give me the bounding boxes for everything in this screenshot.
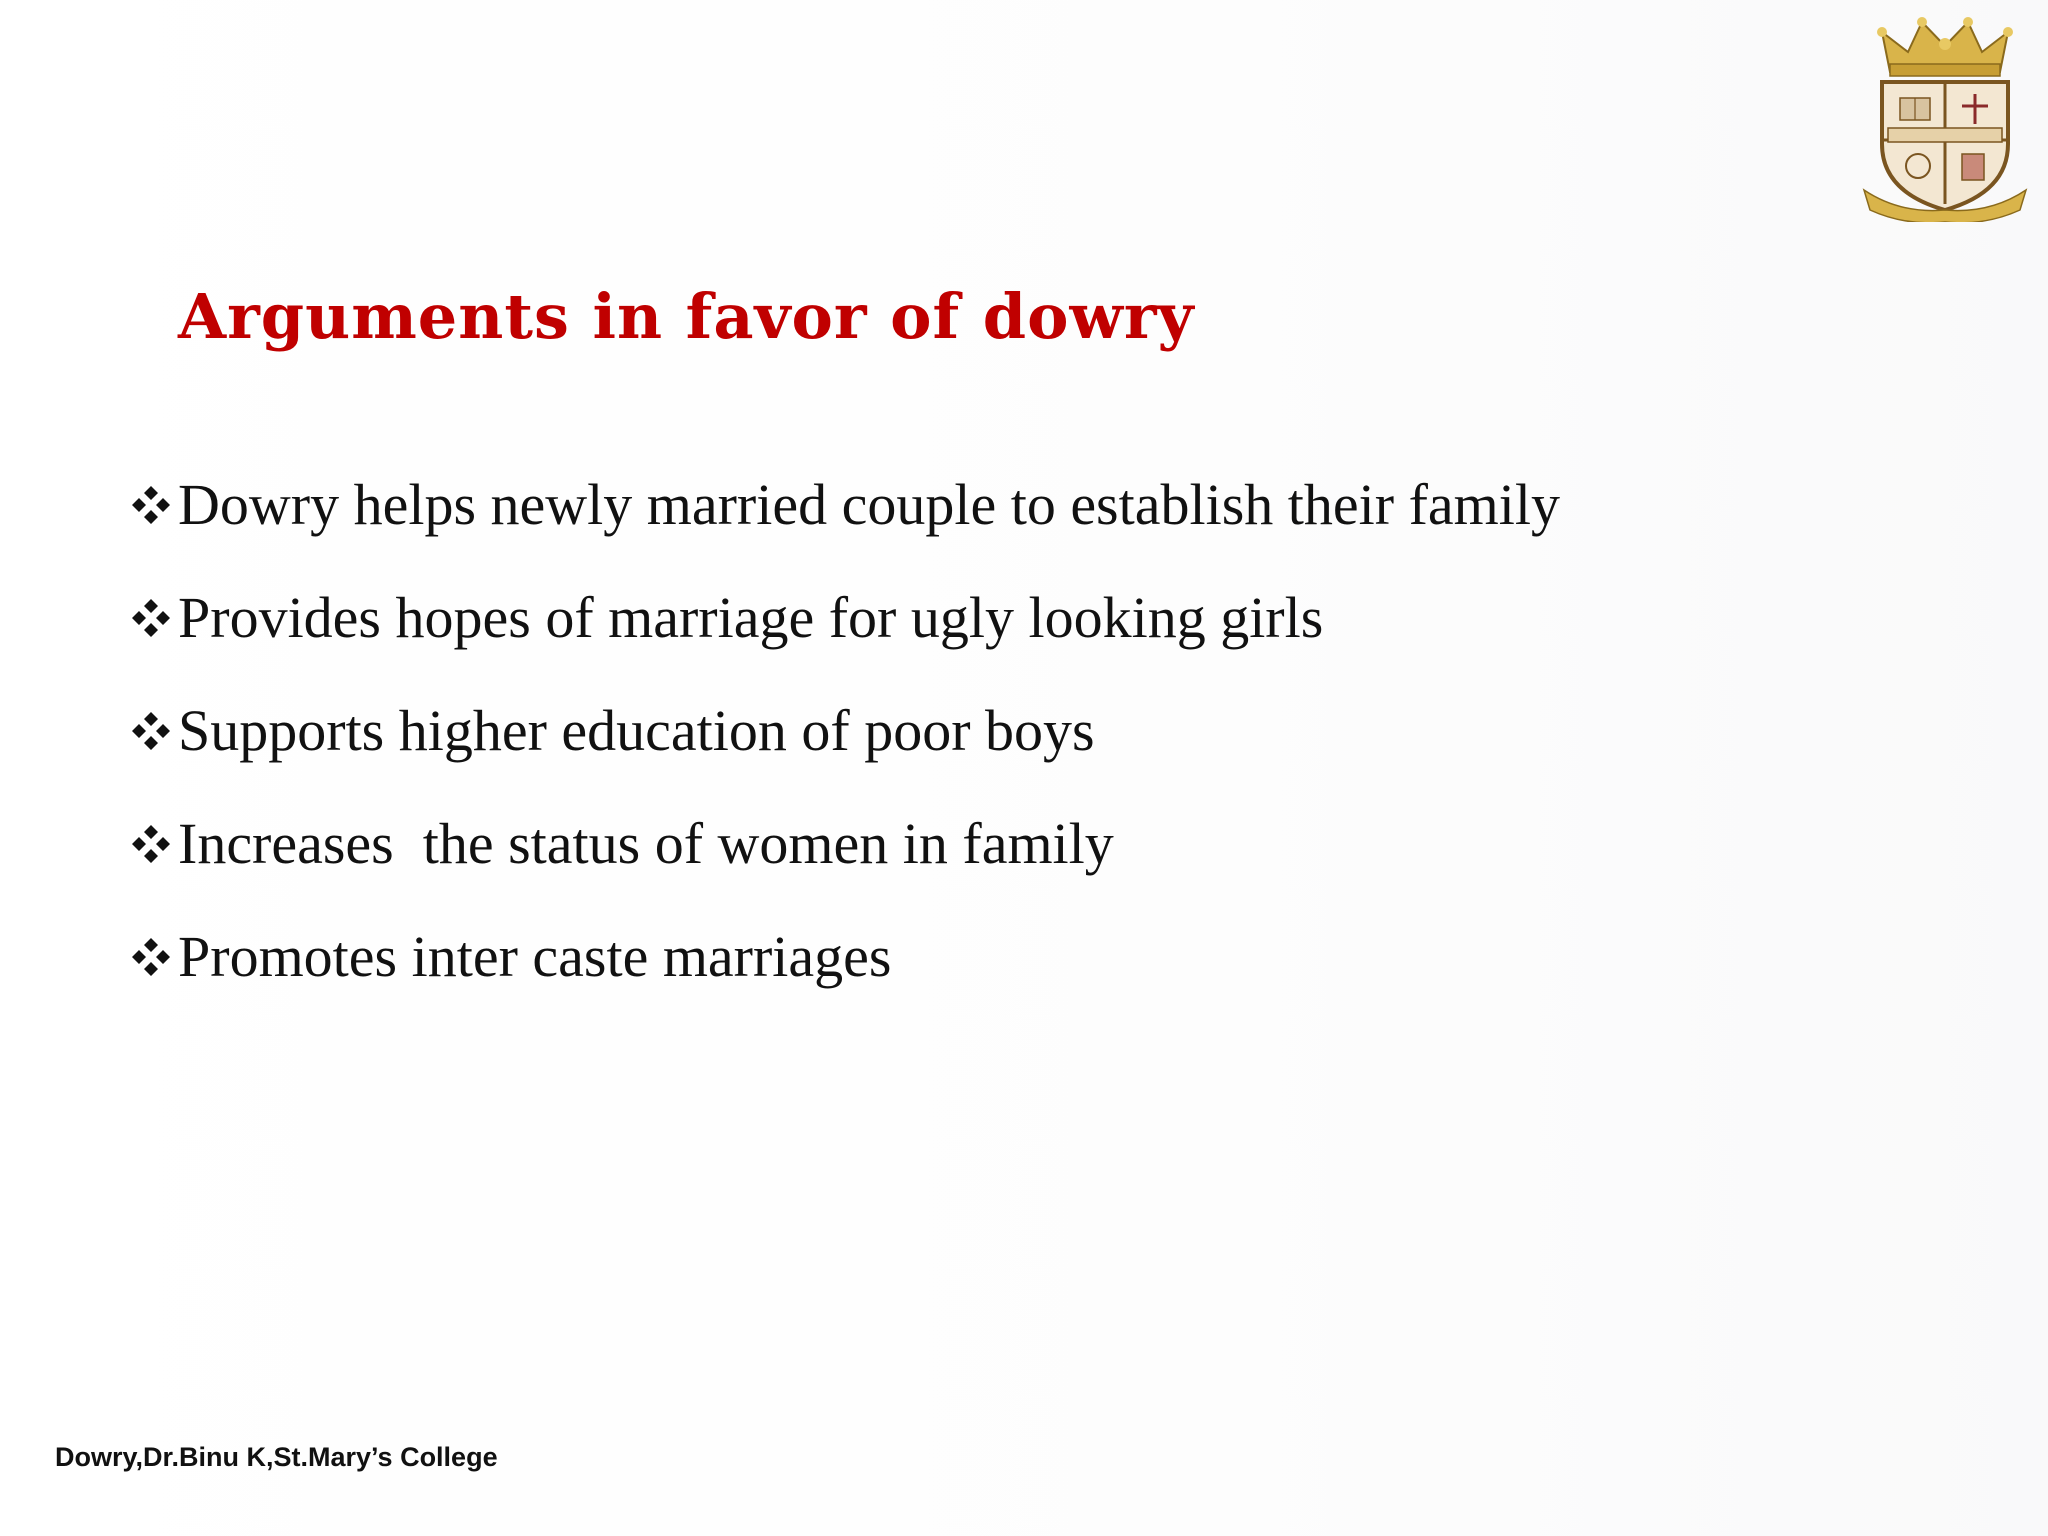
slide-title: Arguments in favor of dowry bbox=[178, 280, 1195, 353]
four-diamond-bullet-icon bbox=[126, 932, 176, 982]
four-diamond-bullet-icon bbox=[126, 819, 176, 869]
list-item bbox=[126, 787, 1560, 900]
list-item bbox=[126, 448, 1560, 561]
bullet-text: Supports higher education of poor boys bbox=[178, 698, 1095, 763]
list-item bbox=[126, 561, 1560, 674]
bullet-text: Promotes inter caste marriages bbox=[178, 924, 892, 989]
bullet-text: Provides hopes of marriage for ugly looking girls bbox=[178, 585, 1324, 650]
four-diamond-bullet-icon bbox=[126, 593, 176, 643]
bullet-text: Increases the status of women in family bbox=[178, 811, 1114, 876]
college-crest-logo bbox=[1860, 14, 2030, 222]
four-diamond-bullet-icon bbox=[126, 480, 176, 530]
bullet-text: Dowry helps newly married couple to establish their family bbox=[178, 472, 1560, 537]
list-item bbox=[126, 674, 1560, 787]
bullet-list bbox=[126, 448, 1560, 1013]
four-diamond-bullet-icon bbox=[126, 706, 176, 756]
list-item bbox=[126, 900, 1560, 1013]
slide-footer: Dowry,Dr.Binu K,St.Mary’s College bbox=[55, 1442, 498, 1472]
